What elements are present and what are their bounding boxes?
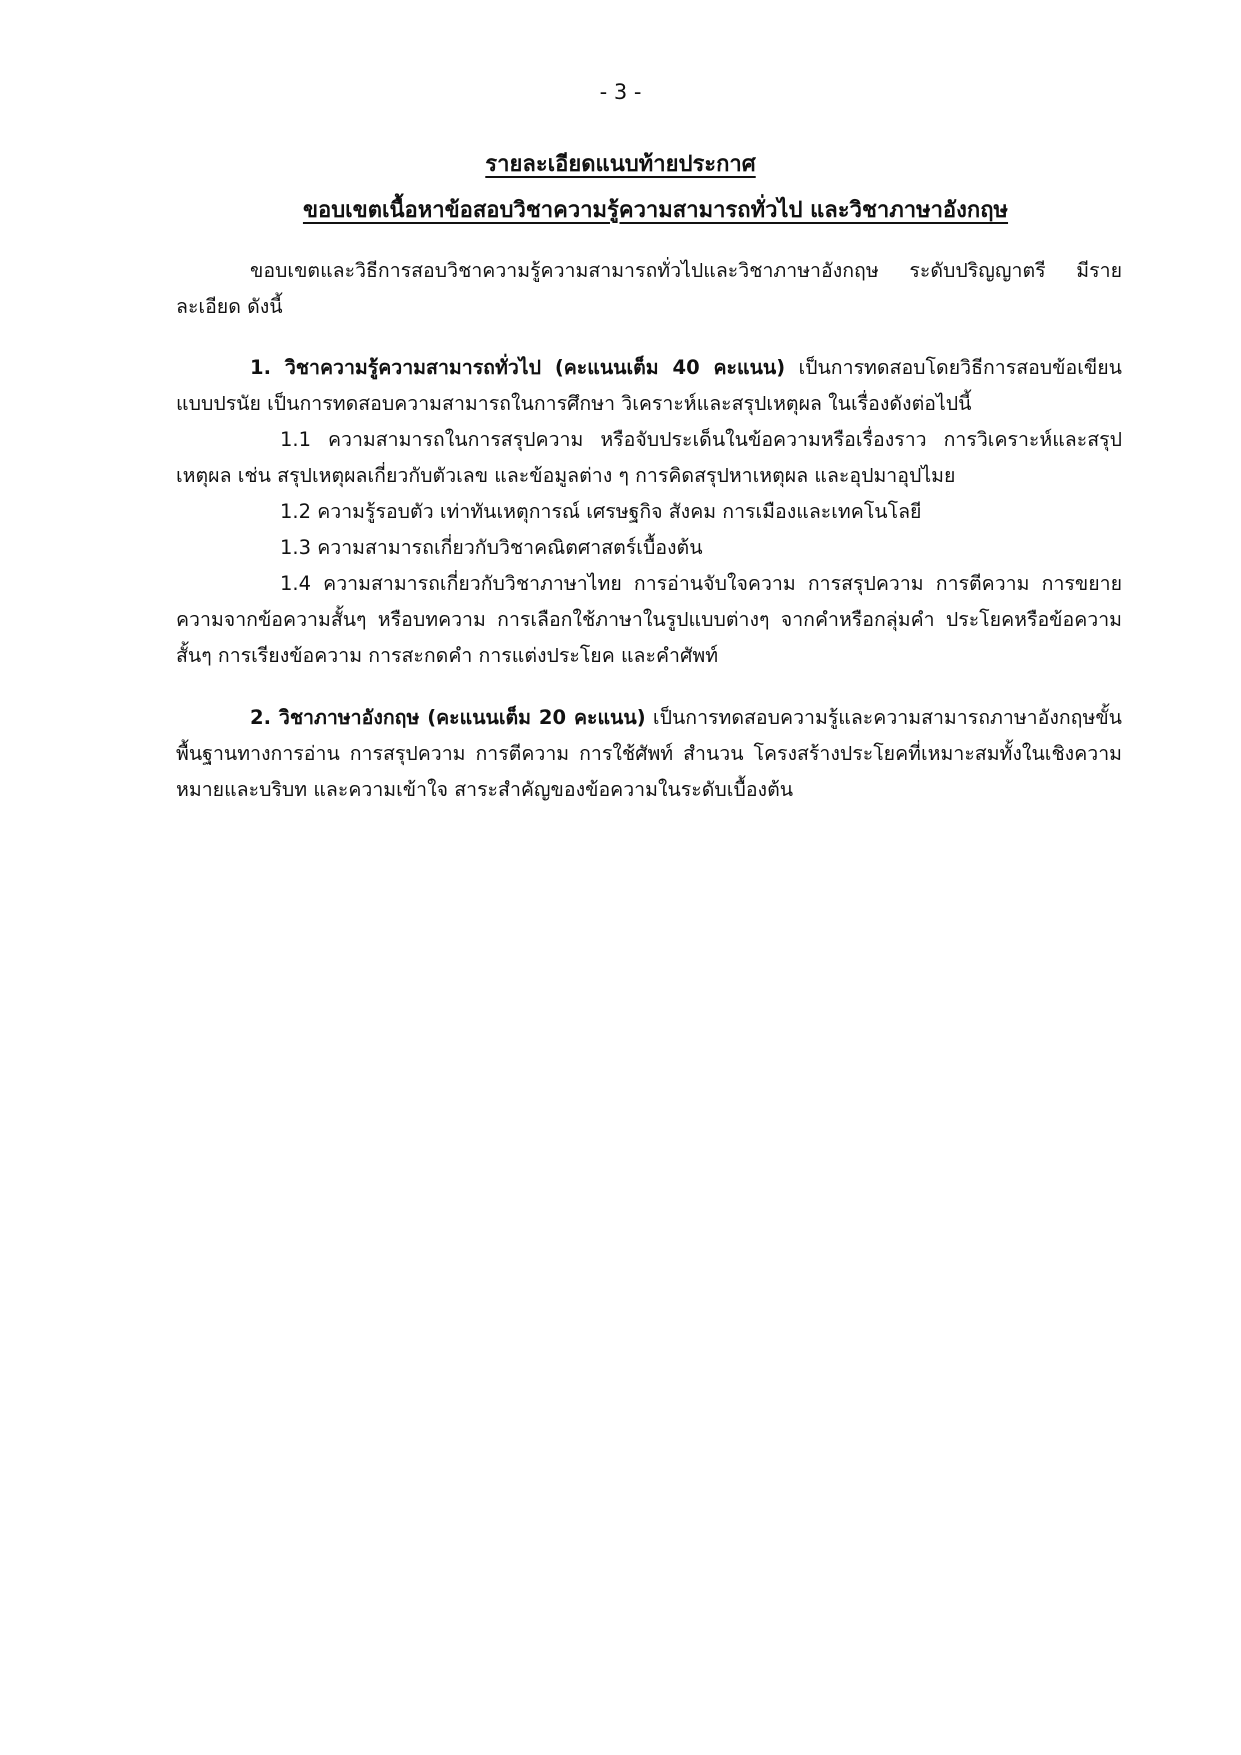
section1-title: 1. วิชาความรู้ความสามารถทั่วไป (คะแนนเต็ม 40 คะแนน) (250, 356, 786, 379)
intro-text: ขอบเขตและวิธีการสอบวิชาความรู้ความสามารถทั่วไปและวิชาภาษาอังกฤษ ระดับปริญญาตรี มีรายละเอียด ดังนี้ (176, 259, 1122, 318)
section2-text: เป็นการทดสอบความรู้และความสามารถภาษาอังกฤษขั้นพื้นฐานทางการอ่าน การสรุปความ การตีความ การใช้ศัพท์ สำนวน โครงสร้างประโยคที่เหมาะสมทั้งในเชิงความหมายและบริบท และความเข้าใจ สาระสำคัญของข้อความในระดับเบื้องต้น (176, 706, 1122, 801)
document-heading (0, 142, 1241, 234)
heading-title: รายละเอียดแนบท้ายประกาศ (485, 152, 756, 177)
section-general-knowledge (176, 350, 1122, 674)
section1-paragraph (176, 350, 1122, 422)
section1-item-4: 1.4 ความสามารถเกี่ยวกับวิชาภาษาไทย การอ่านจับใจความ การสรุปความ การตีความ การขยายความจากข้อความสั้นๆ หรือบทความ การเลือกใช้ภาษาในรูปแบบต่างๆ จากคำหรือกลุ่มคำ ประโยคหรือข้อความสั้นๆ การเรียงข้อความ การสะกดคำ การแต่งประโยค และคำศัพท์ (176, 572, 1122, 667)
section1-item-2: 1.2 ความรู้รอบตัว เท่าทันเหตุการณ์ เศรษฐกิจ สังคม การเมืองและเทคโนโลยี (280, 500, 922, 523)
section-english (176, 700, 1122, 808)
intro-paragraph (176, 253, 1122, 325)
section1-item-1: 1.1 ความสามารถในการสรุปความ หรือจับประเด็นในข้อความหรือเรื่องราว การวิเคราะห์และสรุปเหตุผล เช่น สรุปเหตุผลเกี่ยวกับตัวเลข และข้อมูลต่าง ๆ การคิดสรุปหาเหตุผล และอุปมาอุปไมย (176, 428, 1122, 487)
section1-item-3: 1.3 ความสามารถเกี่ยวกับวิชาคณิตศาสตร์เบื้องต้น (280, 536, 703, 559)
section2-paragraph (176, 700, 1122, 808)
section2-title: 2. วิชาภาษาอังกฤษ (คะแนนเต็ม 20 คะแนน) (250, 706, 646, 729)
heading-subtitle: ขอบเขตเนื้อหาข้อสอบวิชาความรู้ความสามารถทั่วไป และวิชาภาษาอังกฤษ (302, 198, 1009, 223)
page-number: - 3 - (599, 80, 642, 104)
section1-text: เป็นการทดสอบโดยวิธีการสอบข้อเขียนแบบปรนัย เป็นการทดสอบความสามารถในการศึกษา วิเคราะห์และสรุปเหตุผล ในเรื่องดังต่อไปนี้ (176, 356, 1122, 415)
